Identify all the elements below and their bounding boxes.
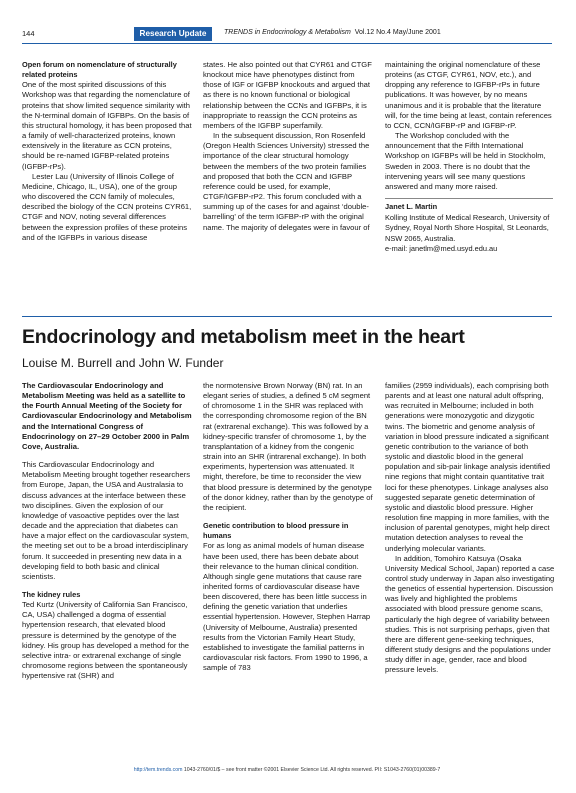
paragraph: In the subsequent discussion, Ron Rosenfeld (Oregon Health Sciences University) stressed the importance of the clear structural homology between the members of the two protein families and proposed that both the CCN and IGFBP reference could be used, for example, CTGF/IGFBP-rP2. This forum concluded with a summing up of the cases for and against ‘double-barrelling’ of the term IGFBP-rP with the original name. The majority of delegates were in favour of <box>203 131 370 232</box>
paragraph: states. He also pointed out that CYR61 and CTGF knockout mice have phenotypes distinct from those of IGF or IGFBP knockouts and argued that as there is no known functional or biological relationship between the CCNs and IGFBPs, it is inappropriate to reassign the CCN proteins as members of the IGFBP superfamily. <box>203 60 372 130</box>
section-heading-kidney: The kidney rules <box>22 589 81 599</box>
paragraph: In addition, Tomohiro Katsuya (Osaka University Medical School, Japan) reported a case control study underway in Japan also investigating the genetics of essential hypertension. Discussion was lively and highlighted the problems associated with blood pressure genome scans, particularly the high degree of variability between studies. This is not surprising perhaps, given that there are different gene-seeking techniques, different study designs and the populations under study differ in age, gender, race and blood pressure levels. <box>385 553 555 675</box>
section-heading-genetic: Genetic contribution to blood pressure in humans <box>203 521 349 541</box>
workshop-column-3 <box>385 60 555 255</box>
page-number: 144 <box>22 29 35 38</box>
signature-affiliation: Kolling Institute of Medical Research, University of Sydney, Royal North Shore Hospital, St Leonards, NSW 2065, Australia. <box>385 212 550 243</box>
paragraph: maintaining the original nomenclature of these proteins (as CTGF, CYR61, NOV, etc.), and dropping any reference to IGFBP-rPs in future publications. It was however, by no means unanimous and it is probable that the literature will, for the time being at least, contain references to CCN, CCN/IGFBP-rP and IGFBP-rP. <box>385 60 552 130</box>
paragraph: Lester Lau (University of Illinois College of Medicine, Chicago, IL, USA), one of the group who discovered the CCN family of molecules, described the biology of the CCN proteins CYR61, CTGF and NOV, noting several differences between the expression profiles of these proteins and of the IGFBPs in various disease <box>22 171 192 242</box>
author-signature <box>385 198 555 255</box>
section-heading-nomenclature: Open forum on nomenclature of structurally related proteins <box>22 60 177 80</box>
workshop-column-1 <box>22 60 192 243</box>
journal-info <box>224 29 441 36</box>
article-column-3 <box>385 381 555 676</box>
article-authors: Louise M. Burrell and John W. Funder <box>22 356 224 370</box>
paragraph: families (2959 individuals), each comprising both parents and at least one natural adult offspring, was recruited in Melbourne; included in both generations were monozygotic and dizygotic twins. The biometric and genome analysis of variation in blood pressure indicated a significant genetic contribution to the variance of both systolic and diastolic blood in the general population and sib-pair linkage analysis identified nine regions that might contain quantitative trait loci for these phenotypes. Linkage analyses also suggested separate genetic determination of systolic and diastolic blood pressure. Higher resolution fine mapping in more families, with the inclusion of parental genotypes, might help direct mutation detection analyses to reveal the underlying molecular variants. <box>385 381 551 553</box>
section-badge: Research Update <box>134 27 212 41</box>
signature-email: e-mail: janetlm@med.usyd.edu.au <box>385 244 498 254</box>
paragraph: The Workshop concluded with the announcement that the Fifth International Workshop on IGFBPs will be held in Stockholm, Sweden in 2003. There is no doubt that the intervening years will see many questions answered and many more raised. <box>385 131 546 191</box>
paragraph: One of the most spirited discussions of this Workshop was that regarding the nomenclature of proteins that show limited sequence similarity with the N-terminal domain of IGFBPs. On the basis of this structural homology, it has been proposed that a family of well-characterized proteins, known extensively in the literature as CCN proteins, should be re-named IGFBP-related proteins (IGFBP-rPs). <box>22 80 192 171</box>
header-rule <box>22 43 552 44</box>
paragraph: For as long as animal models of human disease have been used, there has been debate about their relevance to the human clinical condition. Although single gene mutations that cause rare inherited forms of cardiovascular disease have been discovered, there has been little success in defining the genetic variation that underlies essential hypertension. However, Stephen Harrap (University of Melbourne, Australia) presented results from the Victorian Family Heart Study, established to investigate the familial patterns in cardiovascular risk factors. From 1990 to 1996, a sample of 783 <box>203 541 371 673</box>
signature-name: Janet L. Martin <box>385 202 438 212</box>
footer-url[interactable]: http://tem.trends.com <box>133 767 183 773</box>
article-column-2 <box>203 381 373 673</box>
footer-copyright: 1043-2760/01/$ – see front matter ©2001 Elsevier Science Ltd. All rights reserved. PII: S1043-2760(01)00389-7 <box>182 767 441 773</box>
page-footer <box>22 767 552 773</box>
running-header <box>22 27 552 43</box>
article-title: Endocrinology and metabolism meet in the heart <box>22 326 465 348</box>
workshop-column-2 <box>203 60 373 233</box>
journal-issue: Vol.12 No.4 May/June 2001 <box>354 29 441 36</box>
paragraph: This Cardiovascular Endocrinology and Metabolism Meeting brought together researchers from Europe, Japan, the USA and Australasia to discuss advances at the interface between these two disciplines. Given the explosion of our knowledge of vasoactive peptides over the last decade and the appreciation that diabetes can have a major effect on the cardiovascular system, the meeting set out to be a broad interdisciplinary forum. It succeeded in presenting new data in a developing field to both basic and clinical scientists. <box>22 460 190 581</box>
paragraph: Ted Kurtz (University of California San Francisco, CA, USA) challenged a dogma of essential hypertension research, that elevated blood pressure is determined by the genotype of the kidney. His group has developed a method for the selective intra- or extrarenal exchange of single chromosome regions between the spontaneously hypertensive rat (SHR) and <box>22 600 190 681</box>
article-column-1 <box>22 381 192 681</box>
section-divider <box>22 316 552 317</box>
journal-title: TRENDS in Endocrinology & Metabolism <box>224 29 351 36</box>
signature-divider <box>385 198 553 199</box>
paragraph: the normotensive Brown Norway (BN) rat. In an elegant series of studies, a defined 5 cM segment of chromosome 1 in the SHR was replaced with the corresponding chromosome region of the BN rat (extrarenal exchange). This was followed by a kidney-specific transfer of chromosome 1, by the transplantation of a kidney from the congenic strain into an SHR (intrarenal exchange). In both experiments, hypertension was attenuated. It might, therefore, be time to reconsider the view that blood pressure is determined by the genotype of the donor kidney, rather than by the genotype of the recipient. <box>203 381 373 512</box>
article-intro: The Cardiovascular Endocrinology and Metabolism Meeting was held as a satellite to the Fourth Annual Meeting of the Society for Cardiovascular Endocrinology and Metabolism and the International Congress of Endocrinology on 27–29 October 2000 in Palm Cove, Australia. <box>22 381 192 451</box>
